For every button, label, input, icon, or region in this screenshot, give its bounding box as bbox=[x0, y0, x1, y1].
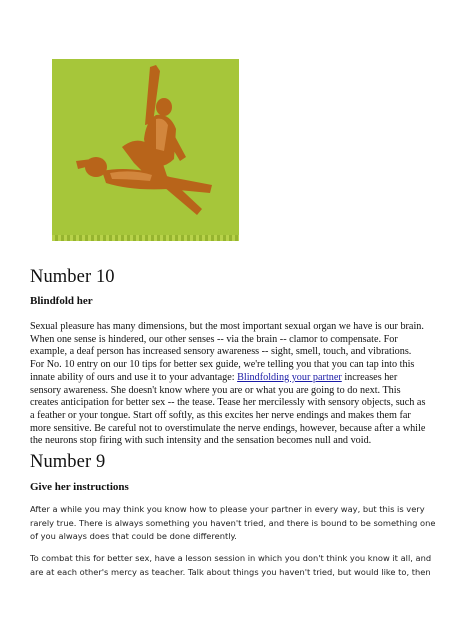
text-line: more sensitive. Be careful not to overstimulate the nerve endings, however, because after a while bbox=[30, 422, 426, 434]
text-line: After a while you may think you know how to please your partner in every way, but this is very bbox=[30, 504, 425, 514]
text-line: rarely true. There is always something you haven't tried, and there is bound to be something one bbox=[30, 517, 436, 528]
text-line: example, a deaf person has increased sensory awareness -- sight, smell, touch, and vibrations. bbox=[30, 346, 412, 358]
text-line: creates anticipation for better sex -- the tease. Tease her mercilessly with sensory objects, such as bbox=[30, 397, 426, 409]
section-subheading-instructions: Give her instructions bbox=[30, 481, 129, 493]
section-heading-number-9: Number 9 bbox=[30, 452, 106, 472]
section-subheading-blindfold: Blindfold her bbox=[30, 295, 93, 307]
blindfolding-link[interactable]: Blindfolding your partner bbox=[237, 371, 342, 383]
text-line: sensory awareness. She doesn't know where you are or what you are going to do next. This bbox=[30, 384, 401, 396]
text-line: a feather or your tongue. Start off softly, as this excites her nerve endings and makes them far bbox=[30, 409, 411, 421]
article-illustration bbox=[52, 59, 239, 241]
text-line: the neurons stop firing with such intensity and the sensation becomes null and void. bbox=[30, 435, 372, 447]
text-line: are at each other's mercy as teacher. Talk about things you haven't tried, but would like to, then bbox=[30, 566, 431, 577]
text-line: For No. 10 entry on our 10 tips for better sex guide, we're telling you that you can tap into this bbox=[30, 359, 415, 371]
text-line: When one sense is hindered, our other senses -- via the brain -- clamor to compensate. For bbox=[30, 333, 398, 345]
kneeling-figure-head bbox=[156, 98, 172, 116]
section2-paragraph-1 bbox=[30, 503, 456, 544]
section1-paragraph bbox=[30, 321, 456, 448]
text-line: Sexual pleasure has many dimensions, but the most important sexual organ we have is our brain. bbox=[30, 321, 424, 332]
text-line: To combat this for better sex, have a lesson session in which you don't think you know it all, and bbox=[30, 553, 432, 563]
section2-paragraph-2 bbox=[30, 552, 456, 579]
section-heading-number-10: Number 10 bbox=[30, 267, 115, 287]
text-line: of you always does that could be done differently. bbox=[30, 531, 237, 541]
illustration-border-trim bbox=[52, 235, 239, 241]
couple-illustration bbox=[52, 59, 239, 241]
text-line-with-link: innate ability of ours and use it to your advantage: Blindfolding your partner increases her bbox=[30, 371, 398, 383]
